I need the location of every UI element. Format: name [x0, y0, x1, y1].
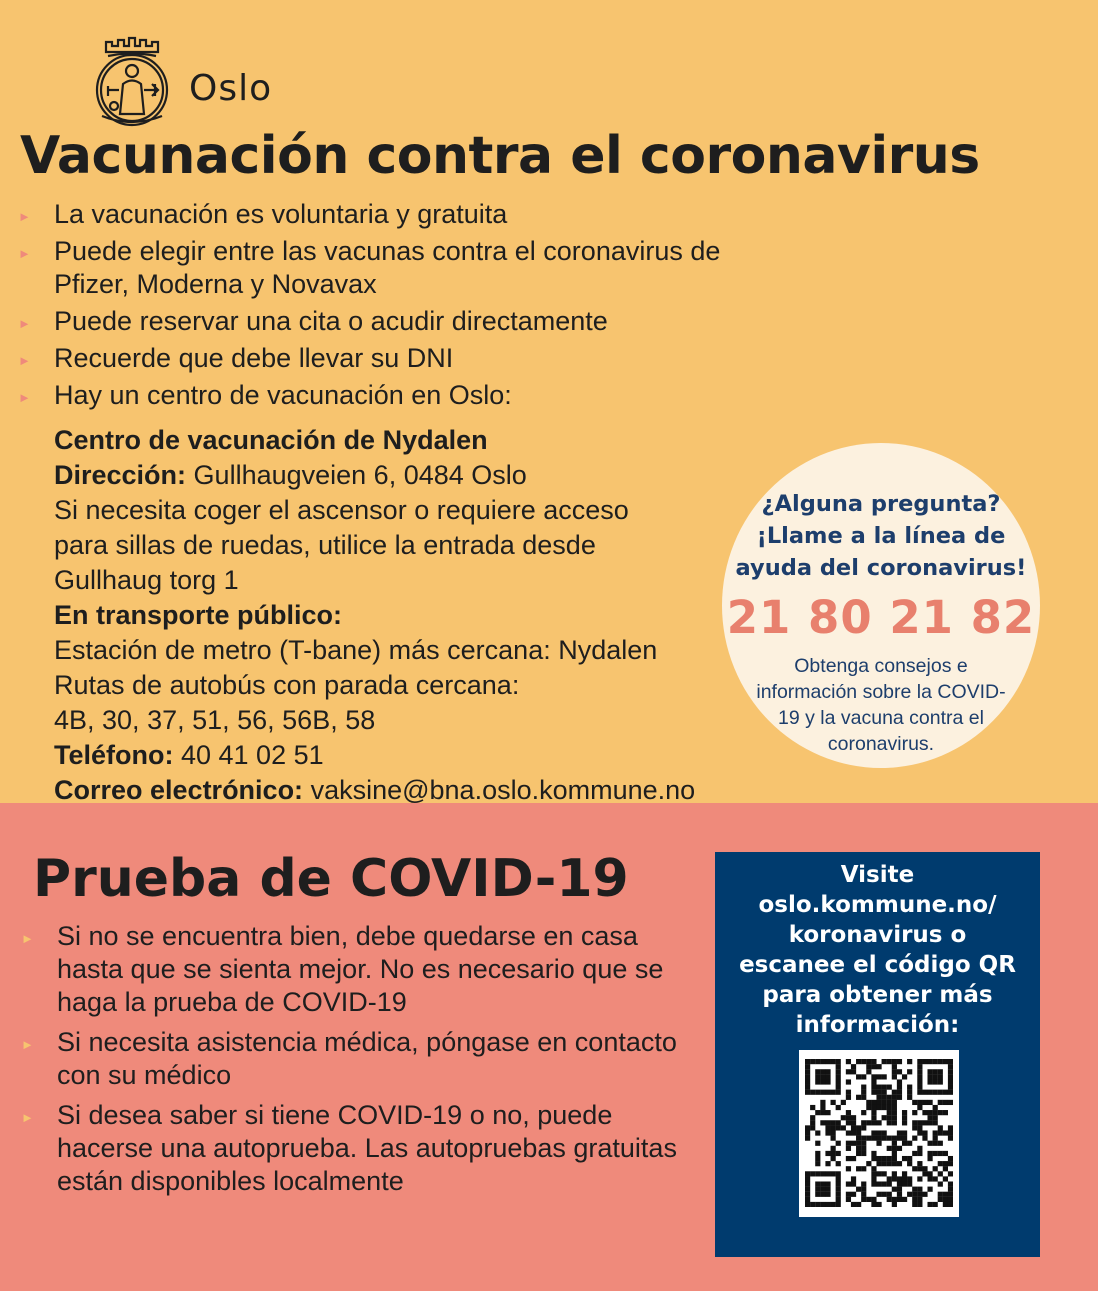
access-info: Gullhaug torg 1 — [54, 565, 239, 595]
qr-code-icon[interactable] — [799, 1050, 959, 1217]
testing-title: Prueba de COVID-19 — [33, 849, 629, 909]
access-info: Si necesita coger el ascensor o requiere acceso — [54, 495, 629, 525]
brand-name: Oslo — [189, 68, 273, 109]
bullet-arrow-icon: ► — [18, 209, 31, 224]
transport-info: Rutas de autobús con parada cercana: — [54, 670, 520, 700]
transport-info: Estación de metro (T-bane) más cercana: Nydalen — [54, 635, 658, 665]
access-info: para sillas de ruedas, utilice la entrada desde — [54, 530, 596, 560]
bullet-arrow-icon: ► — [21, 1110, 34, 1125]
info-box-text: Visite oslo.kommune.no/ koronavirus o escanee el código QR para obtener más información: — [739, 862, 1016, 1038]
testing-list — [21, 920, 697, 1205]
list-item: ► Si necesita asistencia médica, póngase en contacto con su médico — [21, 1027, 677, 1090]
helpline-phone: 21 80 21 82 — [726, 591, 1036, 644]
center-email: Correo electrónico: vaksine@bna.oslo.kommune.no — [54, 775, 696, 805]
bullet-arrow-icon: ► — [18, 316, 31, 331]
vaccination-center-details — [54, 423, 734, 808]
info-box — [715, 852, 1040, 1257]
list-item: ► La vacunación es voluntaria y gratuita — [54, 198, 774, 231]
list-item: ► Puede reservar una cita o acudir directamente — [54, 305, 774, 338]
page-title: Vacunación contra el coronavirus — [20, 126, 980, 186]
helpline-info: Obtenga consejos e información sobre la COVID- 19 y la vacuna contra el coronavirus. — [756, 655, 1006, 755]
center-phone: Teléfono: 40 41 02 51 — [54, 740, 324, 770]
helpline-badge — [722, 443, 1040, 768]
oslo-city-seal-icon — [92, 34, 172, 130]
bullet-arrow-icon: ► — [21, 1037, 34, 1052]
bullet-arrow-icon: ► — [21, 931, 34, 946]
vaccination-list — [18, 198, 774, 416]
bullet-arrow-icon: ► — [18, 246, 31, 261]
helpline-question: ¿Alguna pregunta? ¡Llame a la línea de ayuda del coronavirus! — [735, 491, 1027, 581]
list-item: ► Recuerde que debe llevar su DNI — [54, 342, 774, 375]
list-item: ► Hay un centro de vacunación en Oslo: — [54, 379, 774, 412]
bus-routes: 4B, 30, 37, 51, 56, 56B, 58 — [54, 705, 376, 735]
list-item: ► Puede elegir entre las vacunas contra el coronavirus de Pfizer, Moderna y Novavax — [18, 236, 721, 299]
center-address: Dirección: Gullhaugveien 6, 0484 Oslo — [54, 460, 527, 490]
list-item: ► Si desea saber si tiene COVID-19 o no, puede hacerse una autoprueba. Las autopruebas gratuitas están disponibles localmente — [21, 1100, 677, 1196]
center-name: Centro de vacunación de Nydalen — [54, 425, 488, 455]
bullet-arrow-icon: ► — [18, 353, 31, 368]
transport-label: En transporte público: — [54, 600, 343, 630]
list-item: ► Si no se encuentra bien, debe quedarse en casa hasta que se sienta mejor. No es necesario que se haga la prueba de COVID-19 — [21, 921, 664, 1017]
bullet-arrow-icon: ► — [18, 390, 31, 405]
